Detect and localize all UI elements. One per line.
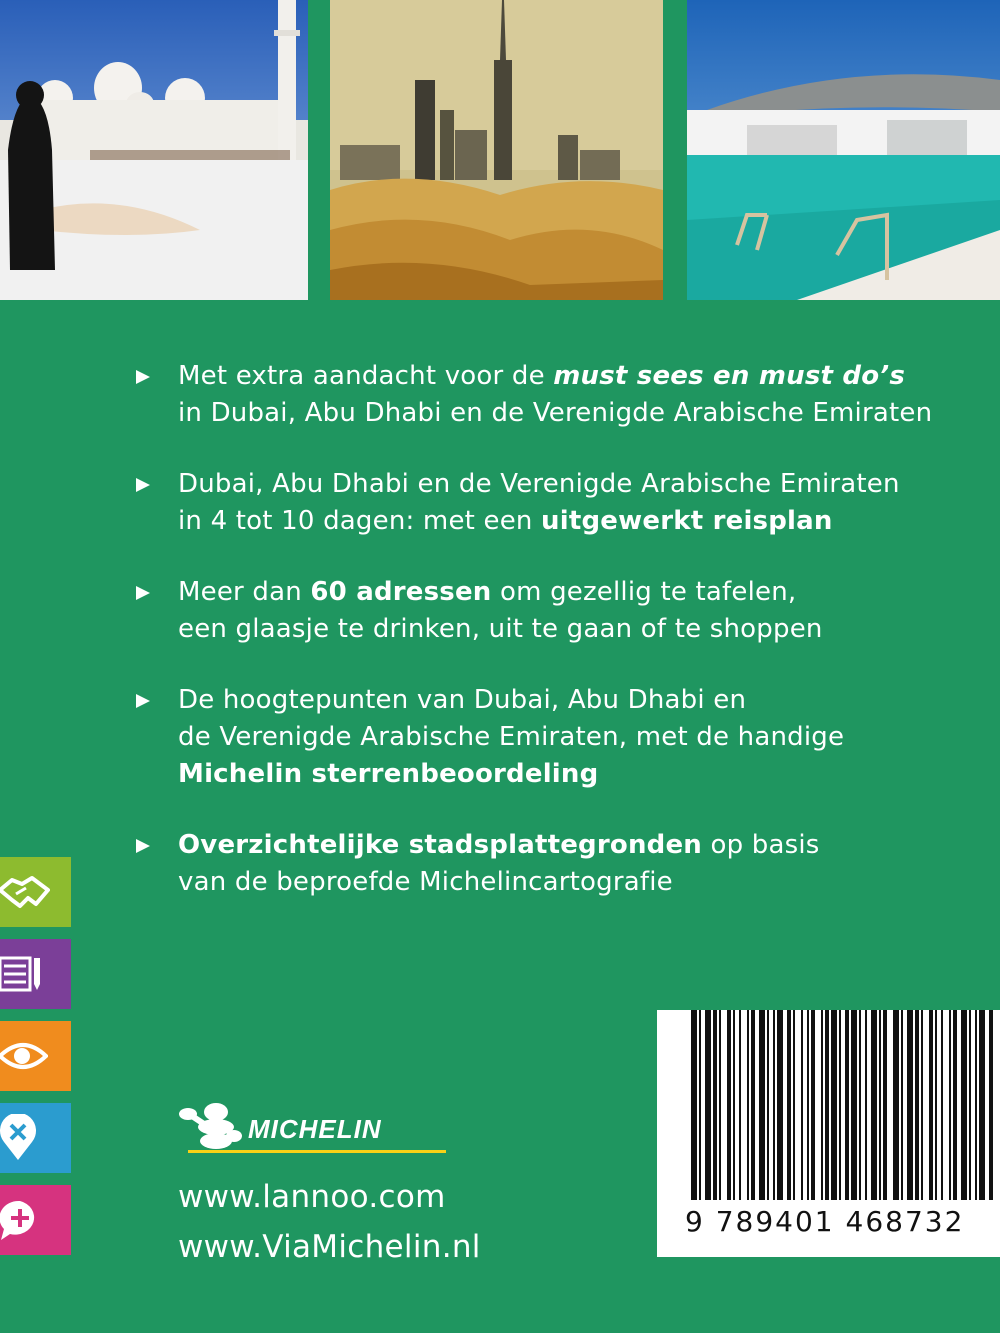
barcode-bar	[699, 1010, 701, 1200]
barcode-bar	[979, 1010, 985, 1200]
url-viamichelin[interactable]: www.ViaMichelin.nl	[178, 1229, 481, 1265]
barcode-bar	[719, 1010, 721, 1200]
tab-handshake	[0, 857, 71, 927]
barcode-bar	[811, 1010, 815, 1200]
barcode-bar	[777, 1010, 783, 1200]
barcode-bar	[787, 1010, 791, 1200]
michelin-wordmark: MICHELIN	[248, 1114, 382, 1144]
feature-text: Dubai, Abu Dhabi en de Verenigde Arabische Emiraten in 4 tot 10 dagen: met een uitgewerkt reisplan	[178, 469, 900, 536]
feature-list	[136, 358, 956, 935]
barcode-bar	[969, 1010, 971, 1200]
feature-text: De hoogtepunten van Dubai, Abu Dhabi en de Verenigde Arabische Emiraten, met de handige Michelin sterrenbeoordeling	[178, 685, 845, 789]
barcode-bar	[845, 1010, 849, 1200]
feature-item	[136, 574, 956, 648]
barcode-bar	[871, 1010, 877, 1200]
barcode-bar	[727, 1010, 731, 1200]
bullet-triangle-icon	[136, 478, 150, 492]
bullet-triangle-icon	[136, 370, 150, 384]
bullet-triangle-icon	[136, 586, 150, 600]
barcode-bar	[807, 1010, 809, 1200]
category-tabs	[0, 857, 72, 1267]
barcode-bar	[929, 1010, 933, 1200]
michelin-logo	[178, 1100, 382, 1158]
barcode-bar	[907, 1010, 913, 1200]
eye-icon	[0, 1038, 48, 1074]
tab-map-pin	[0, 1103, 71, 1173]
barcode-bar	[953, 1010, 957, 1200]
barcode-bar	[859, 1010, 861, 1200]
michelin-man-icon	[178, 1100, 244, 1154]
bullet-triangle-icon	[136, 839, 150, 853]
cover-photos	[0, 0, 1000, 300]
barcode-bar	[921, 1010, 923, 1200]
chat-plus-icon	[0, 1198, 42, 1242]
bullet-triangle-icon	[136, 694, 150, 708]
list-icon	[0, 954, 42, 994]
photo-dubai-skyline-desert	[330, 0, 663, 300]
feature-item	[136, 466, 956, 540]
barcode-bar	[949, 1010, 951, 1200]
barcode-bar	[839, 1010, 841, 1200]
barcode-bar	[935, 1010, 937, 1200]
barcode-bar	[883, 1010, 887, 1200]
barcode-bars	[687, 1010, 1000, 1200]
barcode-bar	[851, 1010, 857, 1200]
feature-item	[136, 682, 956, 793]
barcode-bar	[759, 1010, 765, 1200]
logo-underline	[188, 1150, 446, 1153]
map-pin-icon	[0, 1114, 38, 1162]
feature-text: Meer dan 60 adressen om gezellig te tafelen, een glaasje te drinken, uit te gaan of te shoppen	[178, 577, 823, 644]
barcode-bar	[879, 1010, 881, 1200]
barcode-bar	[801, 1010, 803, 1200]
barcode-bar	[691, 1010, 697, 1200]
barcode-bar	[793, 1010, 795, 1200]
tab-list	[0, 939, 71, 1009]
handshake-icon	[0, 870, 50, 914]
barcode-bar	[751, 1010, 755, 1200]
feature-item	[136, 827, 956, 901]
barcode-bar	[705, 1010, 711, 1200]
tab-eye	[0, 1021, 71, 1091]
barcode-bar	[767, 1010, 769, 1200]
photo-sheikh-zayed-mosque	[0, 0, 308, 300]
isbn-number: 9 789401 468732	[685, 1205, 965, 1238]
barcode-bar	[713, 1010, 717, 1200]
barcode-bar	[893, 1010, 899, 1200]
barcode-bar	[821, 1010, 823, 1200]
barcode-bar	[941, 1010, 943, 1200]
photo-louvre-abu-dhabi	[687, 0, 1000, 300]
feature-text: Overzichtelijke stadsplattegronden op basis van de beproefde Michelincartografie	[178, 830, 820, 897]
barcode-bar	[825, 1010, 829, 1200]
barcode-bar	[831, 1010, 837, 1200]
barcode-bar	[773, 1010, 775, 1200]
barcode-bar	[961, 1010, 967, 1200]
barcode-bar	[733, 1010, 735, 1200]
url-lannoo[interactable]: www.lannoo.com	[178, 1179, 446, 1215]
barcode-bar	[989, 1010, 993, 1200]
barcode-bar	[739, 1010, 741, 1200]
barcode-bar	[975, 1010, 977, 1200]
barcode	[657, 1010, 1000, 1257]
barcode-bar	[901, 1010, 903, 1200]
website-links	[178, 1172, 481, 1272]
feature-item	[136, 358, 956, 432]
tab-chat-plus	[0, 1185, 71, 1255]
feature-text: Met extra aandacht voor de must sees en must do’s in Dubai, Abu Dhabi en de Verenigde Arabische Emiraten	[178, 361, 933, 428]
barcode-bar	[865, 1010, 867, 1200]
barcode-bar	[747, 1010, 749, 1200]
barcode-bar	[915, 1010, 919, 1200]
